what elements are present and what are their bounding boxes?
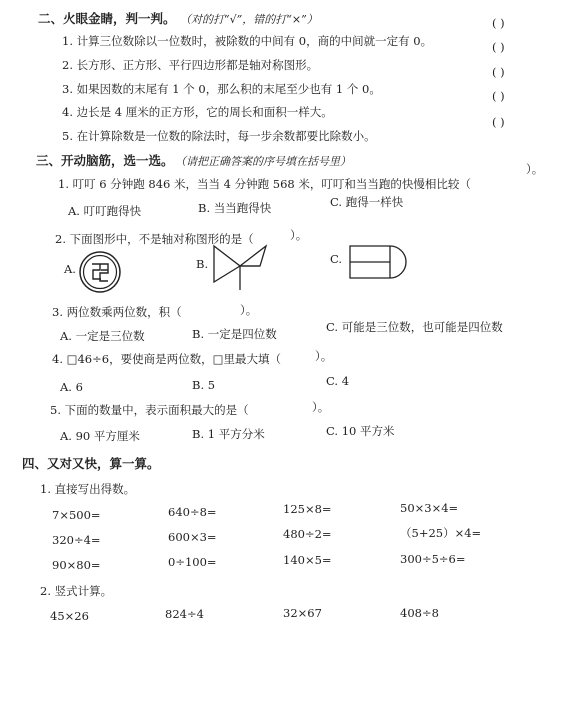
choice-q5-c[interactable]: C. 10 平方米 [326, 424, 395, 438]
judge-answer-3[interactable]: ( ) [492, 65, 505, 79]
section2-note: （对的打“√”，错的打“×”） [180, 13, 318, 26]
circle-maze-shape-icon [76, 248, 124, 296]
column-calc-1: 45×26 [50, 609, 89, 623]
choice-q1-b[interactable]: B. 当当跑得快 [198, 201, 272, 215]
oral-calc-r1c2: 640÷8= [168, 505, 217, 519]
oral-calc-r3c2: 0÷100= [168, 555, 217, 569]
column-calc-title: 2. 竖式计算。 [40, 584, 113, 598]
choice-q2-b[interactable]: B. [196, 257, 209, 271]
choice-q1-a[interactable]: A. 叮叮跑得快 [68, 204, 142, 218]
column-calc-3: 32×67 [283, 606, 322, 620]
oral-calc-r2c1: 320÷4= [52, 533, 101, 547]
choice-q1-c[interactable]: C. 跑得一样快 [330, 195, 404, 209]
choice-q4-close[interactable]: ）。 [315, 349, 333, 363]
column-calc-4: 408÷8 [400, 606, 439, 620]
judge-item-4: 4. 边长是 4 厘米的正方形，它的周长和面积一样大。 [62, 105, 333, 119]
choice-q3-close[interactable]: ）。 [240, 303, 258, 317]
judge-answer-4[interactable]: ( ) [492, 89, 505, 103]
choice-q3-text: 3. 两位数乘两位数，积（ [52, 305, 182, 319]
judge-answer-2[interactable]: ( ) [492, 40, 505, 54]
judge-item-2: 2. 长方形、正方形、平行四边形都是轴对称图形。 [62, 58, 319, 72]
judge-item-1: 1. 计算三位数除以一位数时，被除数的中间有 0，商的中间就一定有 0。 [62, 34, 433, 48]
judge-item-5: 5. 在计算除数是一位数的除法时，每一步余数都要比除数小。 [62, 129, 376, 143]
choice-q1-close[interactable]: ）。 [526, 162, 544, 176]
oral-calc-title: 1. 直接写出得数。 [40, 482, 136, 496]
column-calc-2: 824÷4 [165, 607, 204, 621]
choice-q4-text: 4. □46÷6，要使商是两位数，□里最大填（ [52, 352, 281, 366]
oral-calc-r3c1: 90×80= [52, 558, 101, 572]
oral-calc-r1c4: 50×3×4= [400, 501, 459, 515]
choice-q1-text: 1. 叮叮 6 分钟跑 846 米，当当 4 分钟跑 568 米，叮叮和当当跑的快慢相比较（ [58, 177, 471, 191]
judge-answer-5[interactable]: ( ) [492, 115, 505, 129]
bowtie-shape-icon [210, 240, 272, 292]
choice-q4-a[interactable]: A. 6 [60, 380, 83, 394]
oral-calc-r3c3: 140×5= [283, 553, 332, 567]
choice-q5-a[interactable]: A. 90 平方厘米 [60, 429, 140, 443]
oral-calc-r2c4: （5+25）×4= [400, 526, 482, 540]
choice-q4-c[interactable]: C. 4 [326, 374, 350, 388]
choice-q2-close[interactable]: ）。 [290, 228, 308, 242]
rectangle-semicircle-shape-icon [348, 244, 410, 280]
oral-calc-r3c4: 300÷5÷6= [400, 552, 466, 566]
oral-calc-r1c3: 125×8= [283, 502, 332, 516]
choice-q3-c[interactable]: C. 可能是三位数，也可能是四位数 [326, 320, 503, 334]
section4-title: 四、又对又快，算一算。 [22, 456, 160, 471]
choice-q5-b[interactable]: B. 1 平方分米 [192, 427, 265, 441]
choice-q2-a[interactable]: A. [64, 262, 76, 276]
judge-item-3: 3. 如果因数的末尾有 1 个 0，那么积的末尾至少也有 1 个 0。 [62, 82, 381, 96]
oral-calc-r1c1: 7×500= [52, 508, 101, 522]
oral-calc-r2c2: 600×3= [168, 530, 217, 544]
choice-q3-b[interactable]: B. 一定是四位数 [192, 327, 277, 341]
judge-answer-1[interactable]: ( ) [492, 16, 505, 30]
oral-calc-r2c3: 480÷2= [283, 527, 332, 541]
choice-q5-close[interactable]: ）。 [312, 400, 330, 414]
choice-q4-b[interactable]: B. 5 [192, 378, 216, 392]
choice-q3-a[interactable]: A. 一定是三位数 [60, 329, 145, 343]
choice-q5-text: 5. 下面的数量中，表示面积最大的是（ [50, 403, 249, 417]
section3-title: 三、开动脑筋，选一选。 [36, 153, 174, 168]
choice-q2-c[interactable]: C. [330, 252, 343, 266]
section2-title: 二、火眼金睛，判一判。 [38, 11, 176, 26]
section3-note: （请把正确答案的序号填在括号里） [175, 155, 351, 168]
choice-q2-text: 2. 下面图形中，不是轴对称图形的是（ [55, 232, 254, 246]
